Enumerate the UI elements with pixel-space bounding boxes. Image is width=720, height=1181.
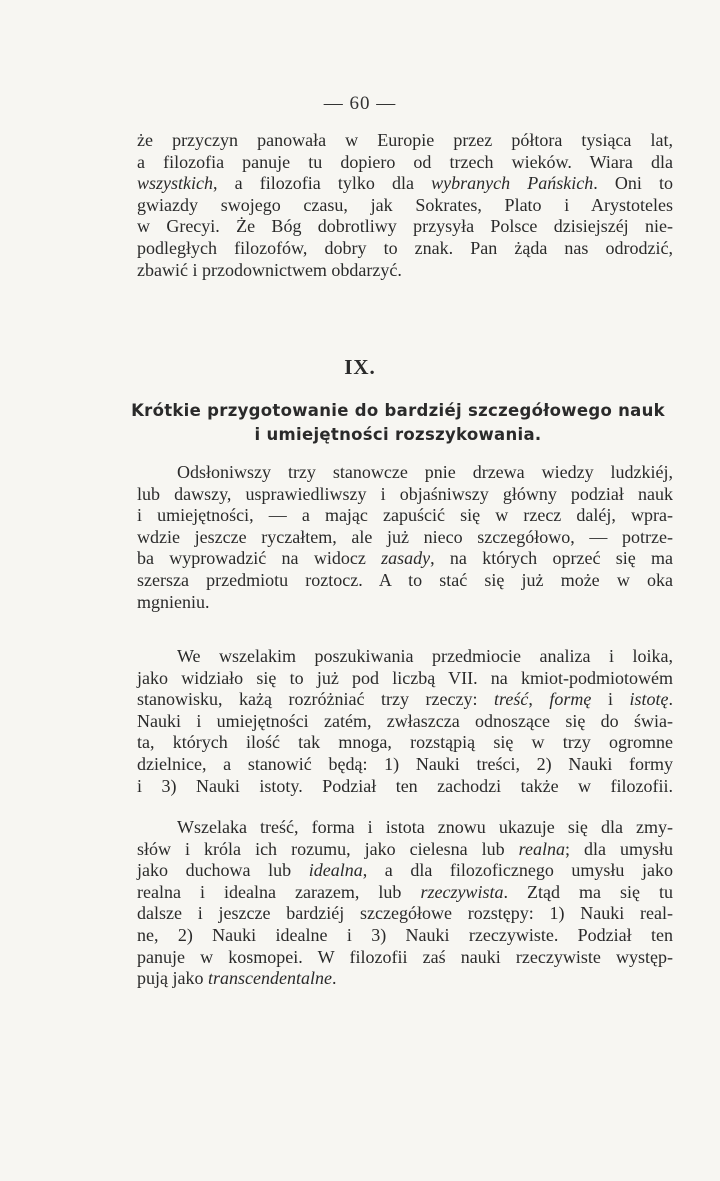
emphasized-text: istotę	[629, 689, 669, 710]
emphasized-text: zasady	[381, 548, 431, 569]
emphasized-text: rzeczywista	[420, 881, 504, 902]
text-line: wdzie jeszcze ryczałtem, ale już nieco szczegółowo, — potrze-	[137, 526, 673, 547]
emphasized-text: idealna	[308, 860, 363, 881]
text-line: pują jako transcendentalne.	[137, 968, 337, 989]
emphasized-text: formę	[549, 689, 592, 710]
section-numeral: IX.	[344, 355, 376, 379]
page-number: — 60 —	[323, 93, 397, 114]
text-line: jako duchowa lub idealna, a dla filozoficznego umysłu jako	[137, 860, 673, 881]
text-line: We wszelakim poszukiwania przedmiocie analiza i loika,	[177, 646, 673, 666]
text-line: ne, 2) Nauki idealne i 3) Nauki rzeczywiste. Podział ten	[137, 924, 673, 945]
emphasized-text: treść	[494, 689, 529, 710]
text-line: dzielnice, a stanowić będą: 1) Nauki treści, 2) Nauki formy	[137, 753, 673, 774]
text-line: i 3) Nauki istoty. Podział ten zachodzi także w filozofii.	[137, 775, 673, 796]
emphasized-text: wszystkich	[137, 173, 213, 194]
text-line: Odsłoniwszy trzy stanowcze pnie drzewa wiedzy ludzkiéj,	[177, 462, 673, 482]
text-line: Nauki i umiejętności zatém, zwłaszcza odnoszące się do świa-	[137, 710, 673, 731]
paragraph	[137, 462, 673, 613]
text-line: lub dawszy, usprawiedliwszy i objaśniwszy główny podział nauk	[137, 483, 673, 504]
emphasized-text: wybranych Pańskich	[431, 173, 594, 194]
text-line: szersza przedmiotu roztocz. A to stać się już może w oka	[137, 569, 673, 590]
section-title-line: i umiejętności rozszykowania.	[254, 425, 542, 444]
text-line: ba wyprowadzić na widocz zasady, na których oprzeć się ma	[137, 548, 674, 569]
text-line: i umiejętności, — a mając zapuścić się w rzecz daléj, wpra-	[137, 505, 673, 526]
text-line: realna i idealna zarazem, lub rzeczywista. Ztąd ma się tu	[137, 881, 673, 902]
text-line: panuje w kosmopei. W filozofii zaś nauki rzeczywiste występ-	[137, 946, 673, 967]
paragraph	[137, 646, 673, 797]
paragraph	[137, 817, 673, 990]
emphasized-text: transcendentalne	[207, 968, 332, 989]
text-line: dalsze i jeszcze bardziéj szczegółowe rozstępy: 1) Nauki real-	[137, 903, 673, 924]
emphasized-text: realna	[518, 838, 565, 859]
text-line: jako widziało się to już pod liczbą VII. na kmiot-podmiotowém	[137, 667, 673, 688]
text-line: mgnieniu.	[137, 591, 210, 612]
text-line: ta, których ilość tak mnoga, rozstąpią się w trzy ogromne	[137, 732, 673, 753]
text-line: a filozofia panuje tu dopiero od trzech wieków. Wiara dla	[137, 151, 673, 172]
text-line: stanowisku, każą rozróżniać trzy rzeczy: treść, formę i istotę.	[137, 689, 673, 710]
text-line: że przyczyn panowała w Europie przez półtora tysiąca lat,	[137, 130, 673, 150]
section-title	[118, 399, 678, 447]
text-line: zbawić i przodownictwem obdarzyć.	[137, 259, 402, 280]
continuation-paragraph	[137, 130, 673, 281]
text-line: w Grecyi. Że Bóg dobrotliwy przysyła Polsce dzisiejszéj nie-	[137, 216, 673, 237]
text-line: słów i króla ich rozumu, jako cielesna lub realna; dla umysłu	[137, 838, 674, 859]
text-line: podległych filozofów, dobry to znak. Pan żąda nas odrodzić,	[137, 237, 673, 258]
text-line: wszystkich, a filozofia tylko dla wybranych Pańskich. Oni to	[137, 173, 673, 194]
text-line: Wszelaka treść, forma i istota znowu ukazuje się dla zmy-	[177, 817, 673, 837]
text-line: gwiazdy swojego czasu, jak Sokrates, Plato i Arystoteles	[137, 194, 673, 215]
section-title-line: Krótkie przygotowanie do bardziéj szczegółowego nauk	[131, 401, 665, 420]
